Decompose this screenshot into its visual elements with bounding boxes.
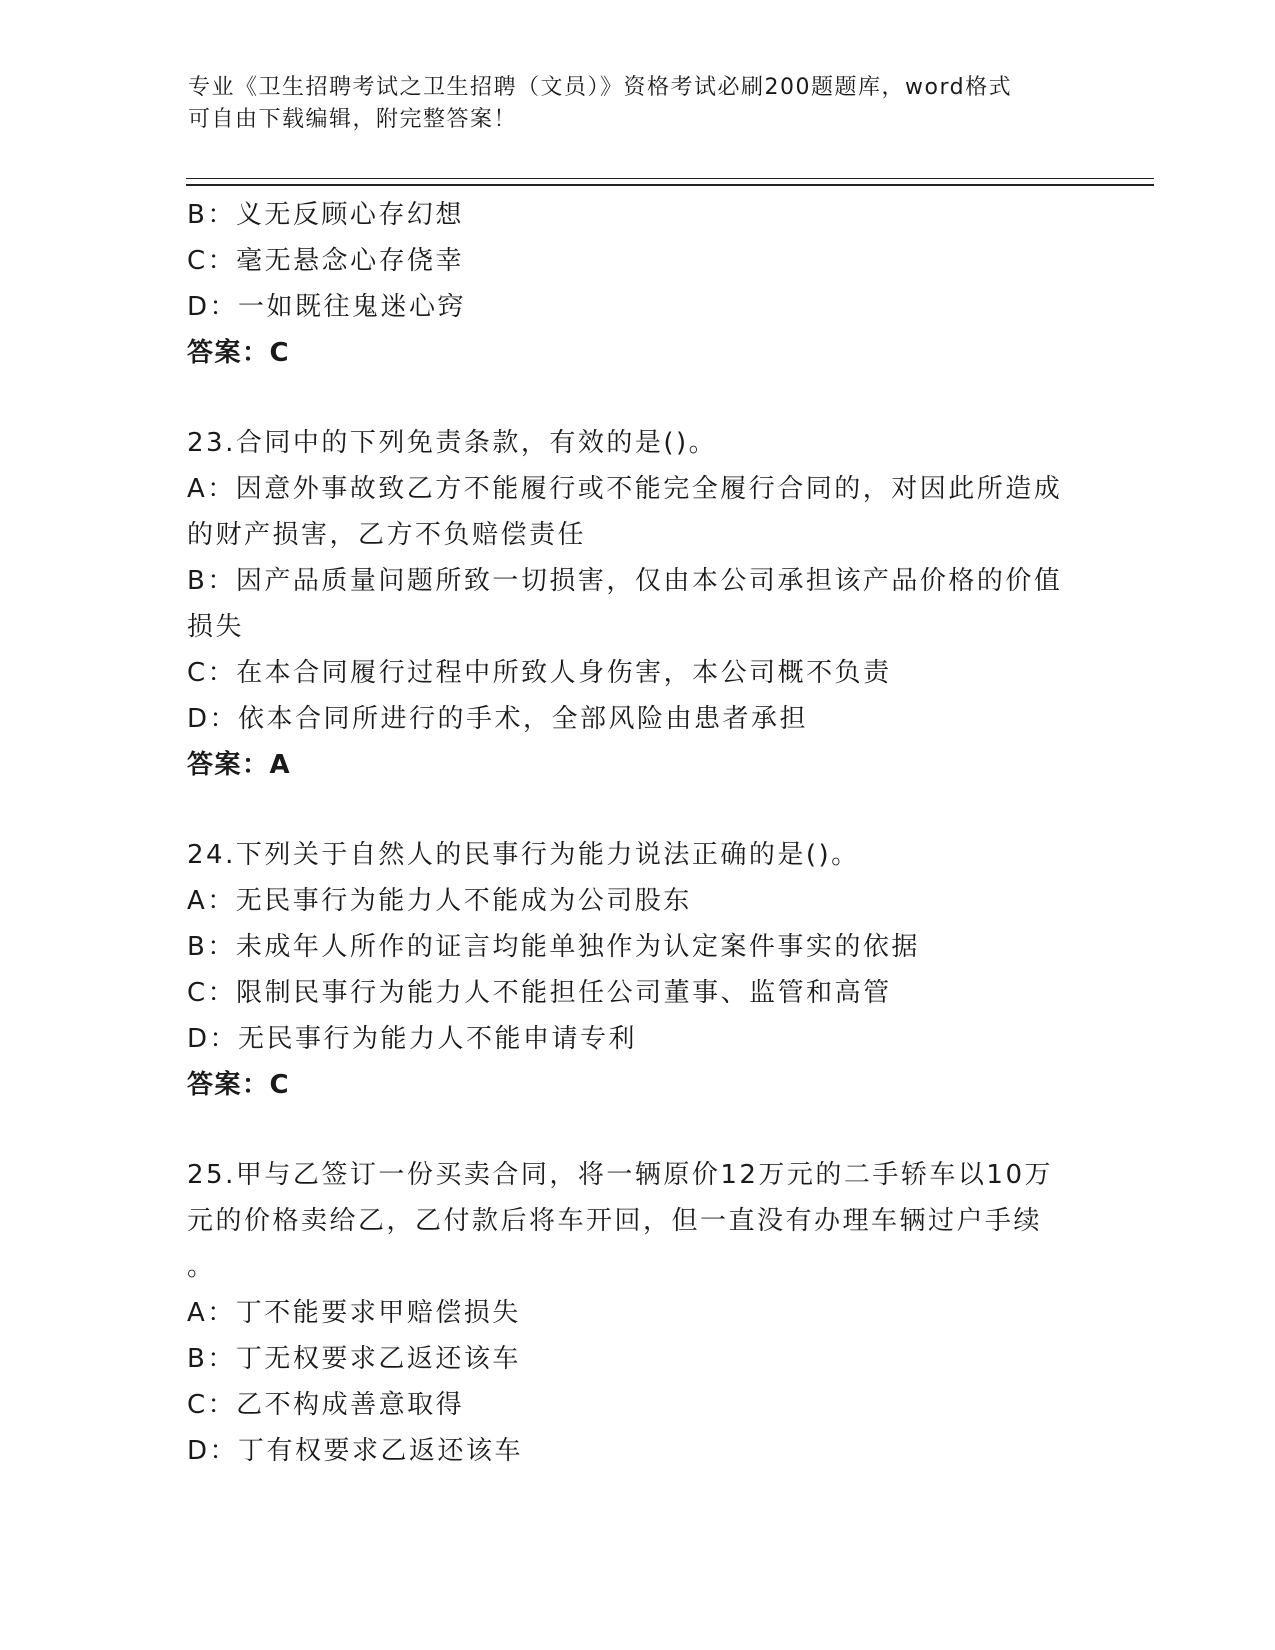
- answer: 答案：C: [187, 1070, 291, 1100]
- question-24: [187, 832, 1087, 1108]
- question-22: [187, 192, 1087, 376]
- option-b: B：因产品质量问题所致一切损害，仅由本公司承担该产品价格的价值: [187, 566, 1063, 596]
- option-a: A：丁不能要求甲赔偿损失: [187, 1298, 521, 1328]
- option-c: C：乙不构成善意取得: [187, 1390, 465, 1420]
- question-25: [187, 1152, 1087, 1474]
- option-a-continued: 的财产损害，乙方不负赔偿责任: [187, 520, 587, 550]
- option-a: A：无民事行为能力人不能成为公司股东: [187, 886, 692, 916]
- option-b: B：丁无权要求乙返还该车: [187, 1344, 521, 1374]
- spacer: [187, 1108, 1087, 1152]
- option-b: B：义无反顾心存幻想: [187, 200, 464, 230]
- option-a: A：因意外事故致乙方不能履行或不能完全履行合同的，对因此所造成: [187, 474, 1063, 504]
- answer: 答案：C: [187, 338, 291, 368]
- spacer: [187, 376, 1087, 420]
- question-stem: 23.合同中的下列免责条款，有效的是()。: [187, 428, 718, 458]
- option-c: C：毫无悬念心存侥幸: [187, 246, 465, 276]
- header-rule: [186, 178, 1154, 186]
- option-b: B：未成年人所作的证言均能单独作为认定案件事实的依据: [187, 932, 920, 962]
- document-body: [187, 192, 1087, 1474]
- question-23: [187, 420, 1087, 788]
- option-c: C：在本合同履行过程中所致人身伤害，本公司概不负责: [187, 658, 892, 688]
- option-b-continued: 损失: [187, 612, 245, 642]
- option-d: D：依本合同所进行的手术，全部风险由患者承担: [187, 704, 809, 734]
- question-stem-end: 。: [187, 1252, 216, 1282]
- question-stem: 25.甲与乙签订一份买卖合同，将一辆原价12万元的二手轿车以10万: [187, 1160, 1054, 1190]
- option-d: D：无民事行为能力人不能申请专利: [187, 1024, 638, 1054]
- header-line-2: 可自由下载编辑，附完整答案！: [188, 107, 518, 132]
- question-stem: 24.下列关于自然人的民事行为能力说法正确的是()。: [187, 840, 860, 870]
- option-d: D：丁有权要求乙返还该车: [187, 1436, 524, 1466]
- option-c: C：限制民事行为能力人不能担任公司董事、监管和高管: [187, 978, 892, 1008]
- question-stem-continued: 元的价格卖给乙，乙付款后将车开回，但一直没有办理车辆过户手续: [187, 1206, 1043, 1236]
- option-d: D：一如既往鬼迷心窍: [187, 292, 467, 322]
- spacer: [187, 788, 1087, 832]
- answer: 答案：A: [187, 750, 292, 780]
- header-line-1: 专业《卫生招聘考试之卫生招聘（文员）》资格考试必刷200题题库，word格式: [188, 75, 1013, 100]
- page-header: [188, 72, 1068, 136]
